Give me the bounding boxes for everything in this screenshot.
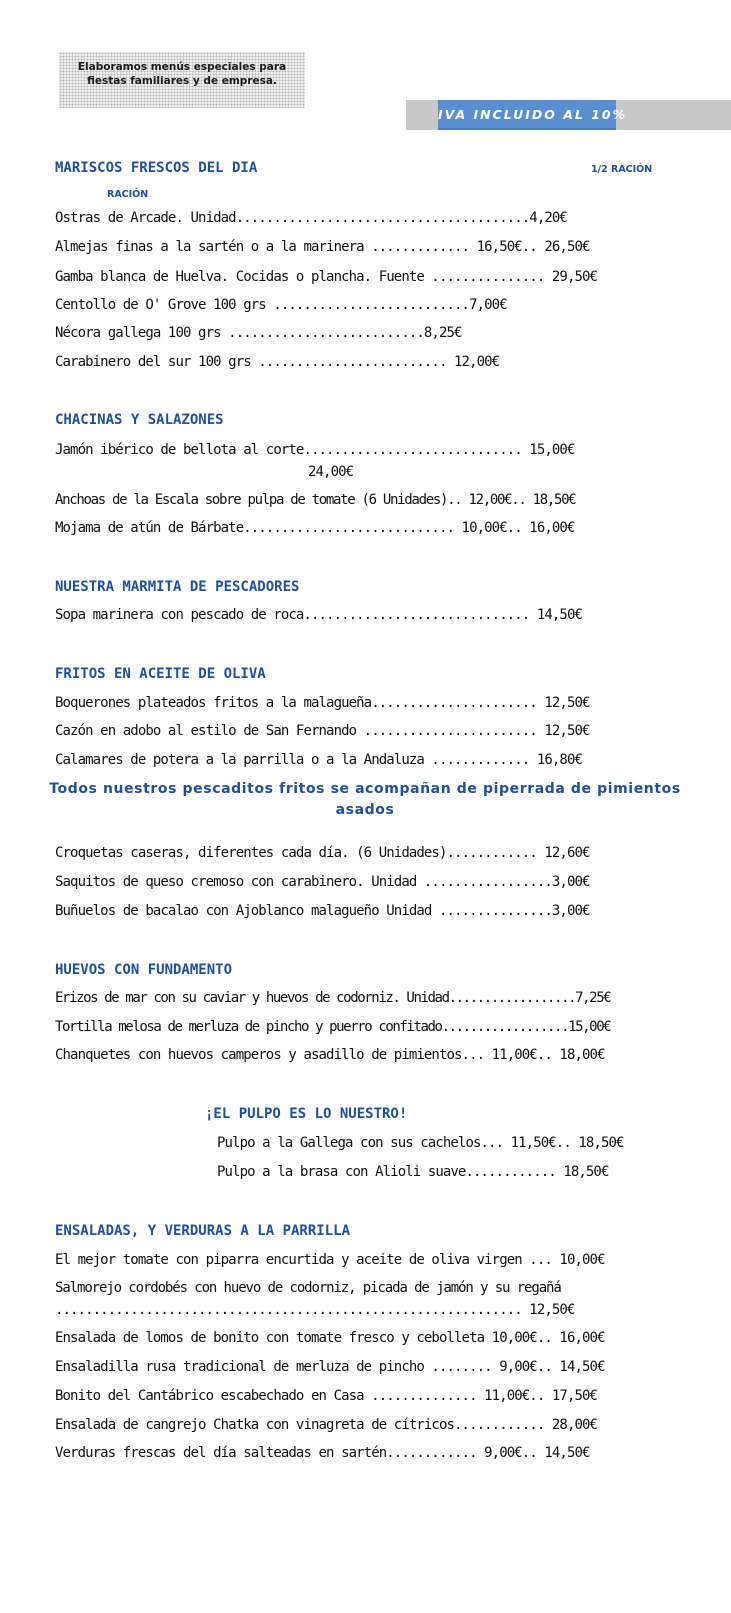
menu-item: Gamba blanca de Huelva. Cocidas o plancha. Fuente ............... 29,50€ bbox=[55, 269, 598, 285]
menu-item: Calamares de potera a la parrilla o a la Andaluza ............. 16,80€ bbox=[55, 752, 583, 768]
menu-item: .............................................................. 12,50€ bbox=[55, 1302, 575, 1318]
section-title-pulpo: ¡EL PULPO ES LO NUESTRO! bbox=[205, 1106, 408, 1122]
menu-item: Ensalada de cangrejo Chatka con vinagreta de cítricos............ 28,00€ bbox=[55, 1417, 598, 1433]
menu-item: Pulpo a la Gallega con sus cachelos... 11,50€.. 18,50€ bbox=[217, 1135, 624, 1151]
menu-item: Buñuelos de bacalao con Ajoblanco malagueño Unidad ...............3,00€ bbox=[55, 903, 590, 919]
menu-item: Ensalada de lomos de bonito con tomate fresco y cebolleta 10,00€.. 16,00€ bbox=[55, 1330, 605, 1346]
menu-item: Centollo de O' Grove 100 grs ..........................7,00€ bbox=[55, 297, 507, 313]
iva-label: IVA INCLUIDO AL 10% bbox=[438, 100, 616, 130]
menu-item: El mejor tomate con piparra encurtida y aceite de oliva virgen ... 10,00€ bbox=[55, 1252, 605, 1268]
menu-item: Chanquetes con huevos camperos y asadillo de pimientos... 11,00€.. 18,00€ bbox=[55, 1047, 605, 1063]
section-title-ensaladas: ENSALADAS, Y VERDURAS A LA PARRILLA bbox=[55, 1223, 351, 1239]
column-header-full: RACIÓN bbox=[107, 189, 149, 200]
menu-item: Erizos de mar con su caviar y huevos de codorniz. Unidad..................7,25€ bbox=[55, 990, 611, 1006]
menu-item: Ensaladilla rusa tradicional de merluza de pincho ........ 9,00€.. 14,50€ bbox=[55, 1359, 605, 1375]
menu-item: Saquitos de queso cremoso con carabinero. Unidad .................3,00€ bbox=[55, 874, 590, 890]
column-header-half: 1/2 RACIÓN bbox=[591, 164, 653, 175]
notice-line-2: fiestas familiares y de empresa. bbox=[87, 75, 277, 87]
menu-item: Sopa marinera con pescado de roca.............................. 14,50€ bbox=[55, 607, 583, 623]
special-menus-notice bbox=[59, 52, 305, 108]
fritos-note-line-1: Todos nuestros pescaditos fritos se acompañan de piperrada de pimientos bbox=[49, 781, 681, 797]
menu-item: Boquerones plateados fritos a la malagueña...................... 12,50€ bbox=[55, 695, 590, 711]
menu-item: Croquetas caseras, diferentes cada día. (6 Unidades)............ 12,60€ bbox=[55, 845, 590, 861]
menu-item: Almejas finas a la sartén o a la marinera ............. 16,50€.. 26,50€ bbox=[55, 239, 590, 255]
section-title-fritos: FRITOS EN ACEITE DE OLIVA bbox=[55, 666, 266, 682]
section-title-chacinas: CHACINAS Y SALAZONES bbox=[55, 412, 224, 428]
section-title-huevos: HUEVOS CON FUNDAMENTO bbox=[55, 962, 233, 978]
menu-item: Jamón ibérico de bellota al corte............................. 15,00€ bbox=[55, 442, 575, 458]
fritos-note-line-2: asados bbox=[335, 802, 395, 818]
menu-item: Salmorejo cordobés con huevo de codorniz, picada de jamón y su regañá bbox=[55, 1280, 561, 1296]
menu-item: Pulpo a la brasa con Alioli suave............ 18,50€ bbox=[217, 1164, 609, 1180]
menu-item: Tortilla melosa de merluza de pincho y puerro confitado..................15,00€ bbox=[55, 1019, 611, 1035]
menu-item: Mojama de atún de Bárbate............................ 10,00€.. 16,00€ bbox=[55, 520, 575, 536]
menu-item: Bonito del Cantábrico escabechado en Casa .............. 11,00€.. 17,50€ bbox=[55, 1388, 598, 1404]
notice-line-1: Elaboramos menús especiales para bbox=[77, 61, 287, 73]
menu-item: Cazón en adobo al estilo de San Fernando ....................... 12,50€ bbox=[55, 723, 590, 739]
menu-item: Anchoas de la Escala sobre pulpa de tomate (6 Unidades).. 12,00€.. 18,50€ bbox=[55, 492, 576, 508]
menu-item: Verduras frescas del día salteadas en sartén............ 9,00€.. 14,50€ bbox=[55, 1445, 590, 1461]
menu-item: Carabinero del sur 100 grs ......................... 12,00€ bbox=[55, 354, 500, 370]
jamon-full-price: 24,00€ bbox=[308, 464, 354, 480]
menu-item: Ostras de Arcade. Unidad.......................................4,20€ bbox=[55, 210, 567, 226]
menu-item: Nécora gallega 100 grs ..........................8,25€ bbox=[55, 325, 462, 341]
section-title-marmita: NUESTRA MARMITA DE PESCADORES bbox=[55, 579, 300, 595]
section-title-mariscos: MARISCOS FRESCOS DEL DIA bbox=[55, 160, 258, 176]
